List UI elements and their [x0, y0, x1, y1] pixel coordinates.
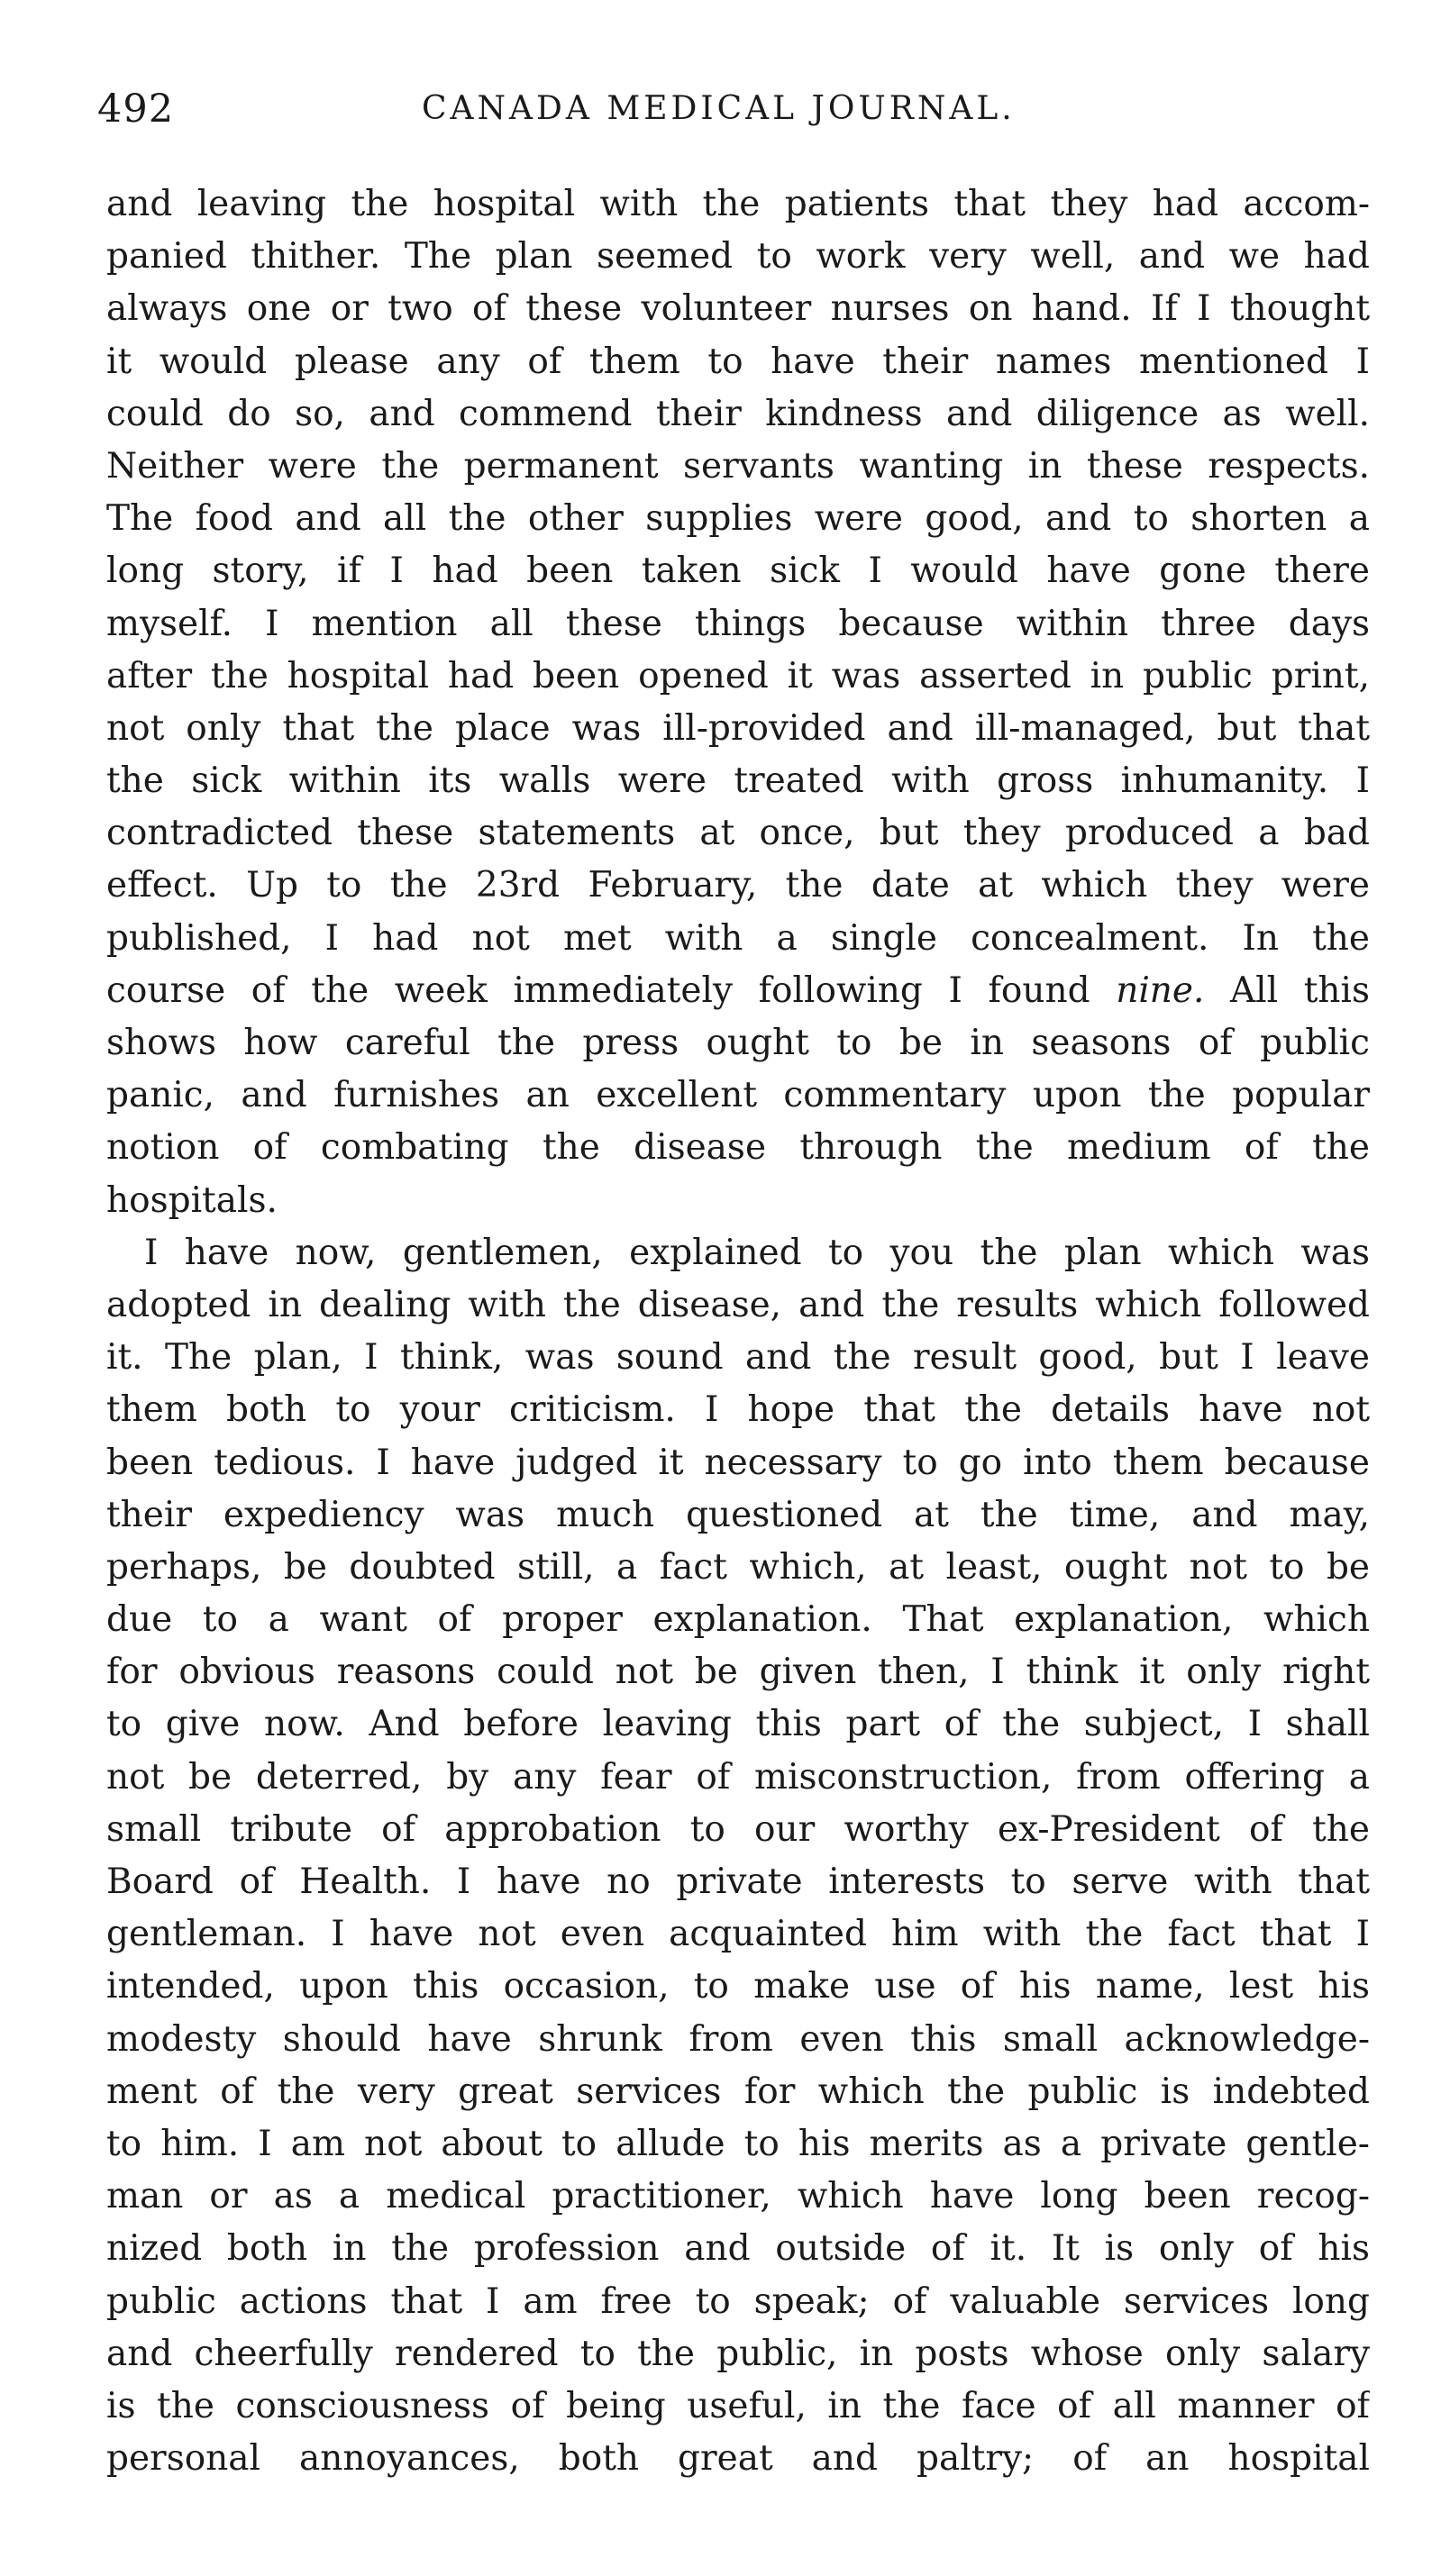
text-segment: All this [1204, 969, 1370, 1011]
text-line: panic, and furnishes an excellent commentary upon the popular [106, 1075, 1370, 1116]
paragraph-2 [106, 1227, 1370, 2486]
text-line: is the consciousness of being useful, in the face of all manner of [106, 2385, 1370, 2426]
text-line: nized both in the profession and outside of it. It is only of his [106, 2228, 1370, 2270]
text-line: them both to your criticism. I hope that the details have not [106, 1389, 1370, 1431]
text-line: Board of Health. I have no private interests to serve with that [106, 1861, 1370, 1902]
text-line: perhaps, be doubted still, a fact which, at least, ought not to be [106, 1546, 1370, 1588]
text-line: myself. I mention all these things because within three days [106, 603, 1370, 644]
text-line: gentleman. I have not even acquainted him with the fact that I [106, 1914, 1370, 1955]
running-head: CANADA MEDICAL JOURNAL. [422, 90, 1016, 127]
text-line: due to a want of proper explanation. That explanation, which [106, 1599, 1370, 1641]
text-line: always one or two of these volunteer nurses on hand. If I thought [106, 288, 1370, 330]
text-line: and cheerfully rendered to the public, in posts whose only salary [106, 2333, 1370, 2374]
text-segment: course of the week immediately following I found [106, 969, 1117, 1011]
paragraph-1 [106, 178, 1370, 1227]
text-line: not only that the place was ill-provided and ill-managed, but that [106, 707, 1370, 749]
text-line: contradicted these statements at once, but they produced a bad [106, 813, 1370, 854]
text-line: it. The plan, I think, was sound and the result good, but I leave [106, 1337, 1370, 1379]
text-line-with-italic [106, 965, 1370, 1017]
text-line: could do so, and commend their kindness and diligence as well. [106, 393, 1370, 434]
text-line: long story, if I had been taken sick I would have gone there [106, 551, 1370, 592]
text-line: been tedious. I have judged it necessary to go into them because [106, 1442, 1370, 1483]
text-line: published, I had not met with a single concealment. In the [106, 917, 1370, 959]
text-line: the sick within its walls were treated with gross inhumanity. I [106, 760, 1370, 802]
text-line: personal annoyances, both great and paltry; of an hospital [106, 2438, 1370, 2480]
text-line: adopted in dealing with the disease, and the results which followed [106, 1284, 1370, 1325]
text-line: after the hospital had been opened it was asserted in public print, [106, 655, 1370, 696]
text-line: man or as a medical practitioner, which have long been recog- [106, 2176, 1370, 2217]
text-line: panied thither. The plan seemed to work very well, and we had [106, 236, 1370, 278]
text-line: public actions that I am free to speak; of valuable services long [106, 2280, 1370, 2322]
text-line: hospitals. [106, 1179, 278, 1221]
page-number: 492 [97, 86, 175, 132]
text-line: I have now, gentlemen, explained to you the plan which was [144, 1232, 1370, 1273]
page-header [97, 86, 1377, 141]
text-line: it would please any of them to have their names mentioned I [106, 341, 1370, 382]
text-line: The food and all the other supplies were good, and to shorten a [106, 498, 1370, 540]
italic-word: nine. [1116, 969, 1205, 1011]
text-line: to give now. And before leaving this part of the subject, I shall [106, 1704, 1370, 1745]
text-line: not be deterred, by any fear of misconstruction, from offering a [106, 1756, 1370, 1798]
text-line: to him. I am not about to allude to his merits as a private gentle- [106, 2123, 1370, 2164]
body-text [106, 178, 1370, 2485]
text-line: their expediency was much questioned at the time, and may, [106, 1494, 1370, 1535]
text-line: Neither were the permanent servants wanting in these respects. [106, 445, 1370, 487]
text-line: shows how careful the press ought to be in seasons of public [106, 1023, 1370, 1063]
text-line: small tribute of approbation to our worthy ex-President of the [106, 1808, 1370, 1850]
text-line: intended, upon this occasion, to make use of his name, lest his [106, 1966, 1370, 2007]
text-line: effect. Up to the 23rd February, the date at which they were [106, 865, 1370, 906]
text-line: modesty should have shrunk from even this small acknowledge- [106, 2018, 1370, 2060]
text-line: and leaving the hospital with the patients that they had accom- [106, 184, 1370, 224]
text-line: for obvious reasons could not be given then, I think it only right [106, 1652, 1370, 1693]
text-line: notion of combating the disease through the medium of the [106, 1127, 1370, 1169]
text-line: ment of the very great services for which the public is indebted [106, 2071, 1370, 2112]
